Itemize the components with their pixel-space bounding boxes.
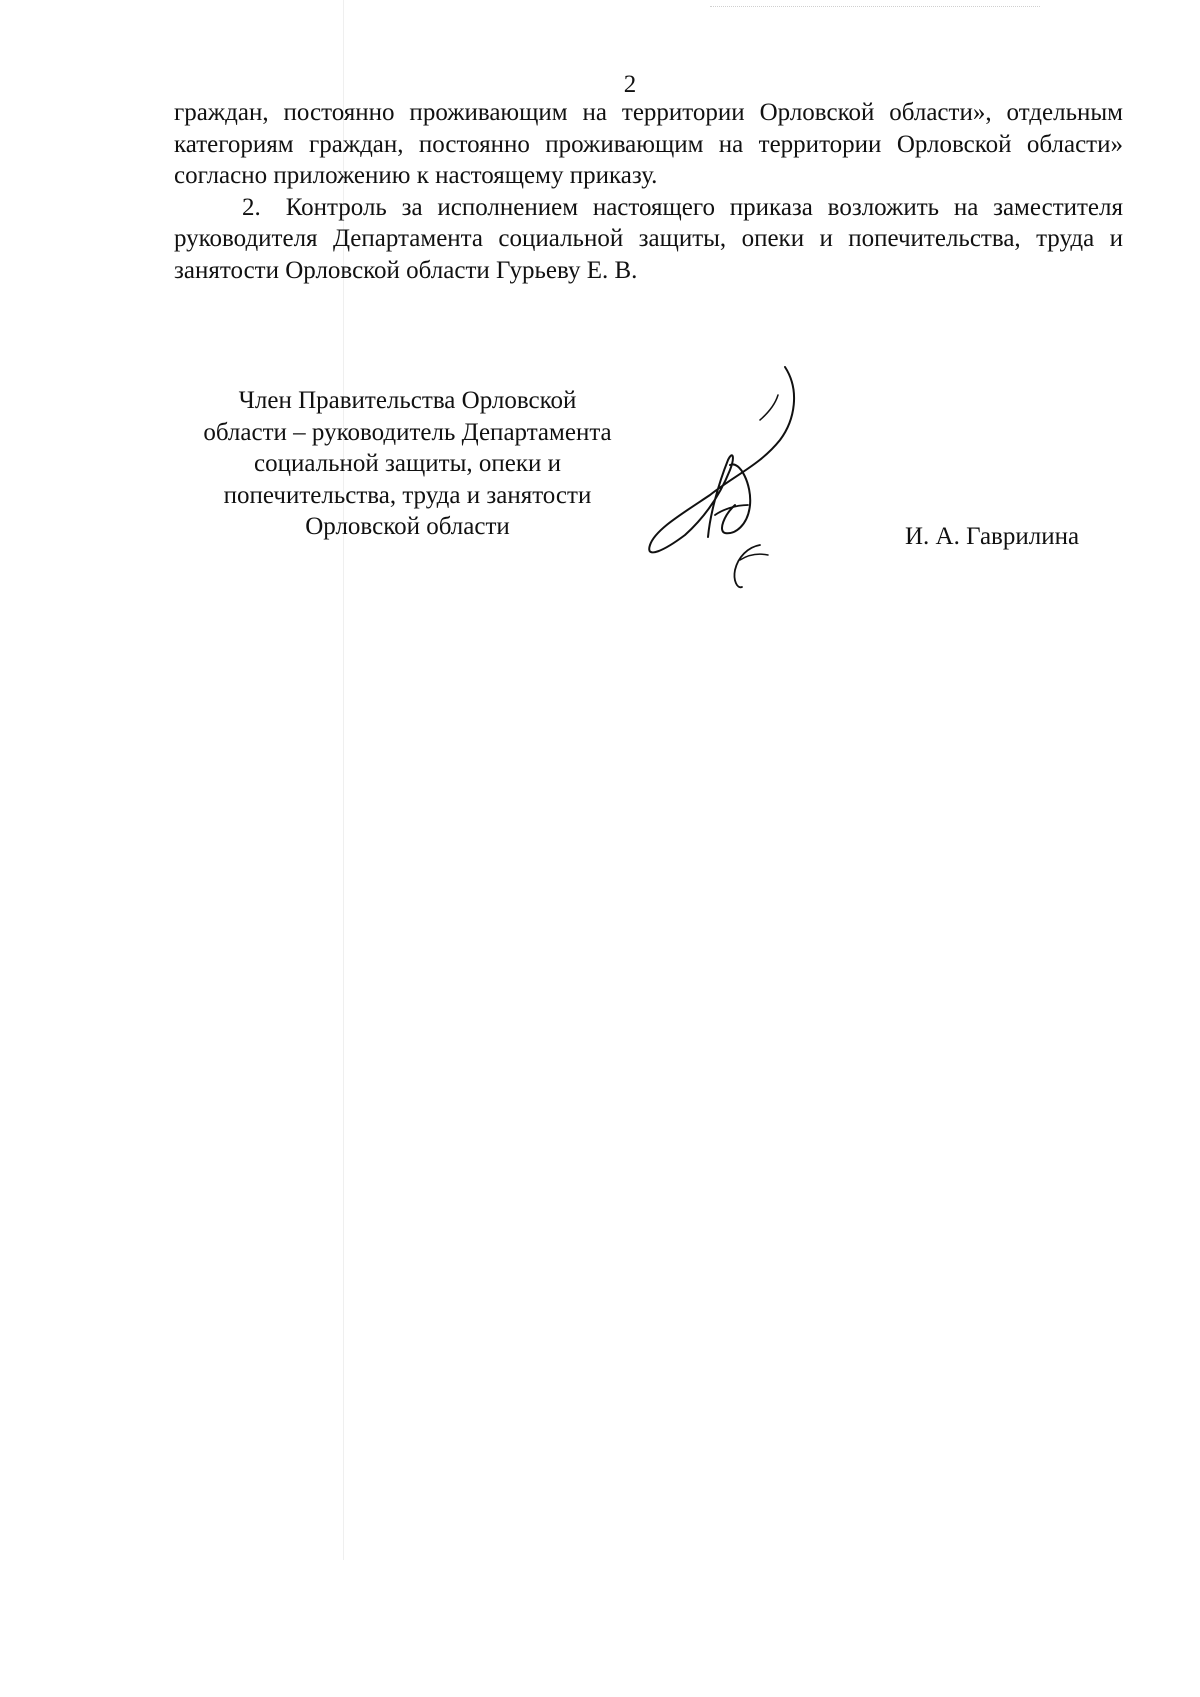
signatory-position-line: Член Правительства Орловской <box>238 387 577 414</box>
handwritten-signature <box>640 365 820 595</box>
signatory-position-line: социальной защиты, опеки и <box>253 450 561 477</box>
paragraph-control-clause: 2. Контроль за исполнением настоящего приказа возложить на заместителя руководителя Департамента социальной защиты, опеки и попечительства, труда и занятости Орловской области Гурьеву Е. В. <box>174 193 1123 284</box>
page-number: 2 <box>623 71 637 98</box>
document-body <box>174 97 1123 286</box>
signatory-position <box>160 385 655 543</box>
signatory-position-line: области – руководитель Департамента <box>203 418 612 446</box>
signatory-position-line: Орловской области <box>305 513 510 540</box>
signatory-position-line: попечительства, труда и занятости <box>223 481 592 509</box>
scan-artifact-dots <box>710 6 1040 10</box>
signatory-name: И. А. Гаврилина <box>905 523 1080 550</box>
paragraph-continuation: граждан, постоянно проживающим на территории Орловской области», отдельным категориям граждан, постоянно проживающим на территории Орловской области» согласно приложению к настоящему приказу. <box>174 99 1123 189</box>
